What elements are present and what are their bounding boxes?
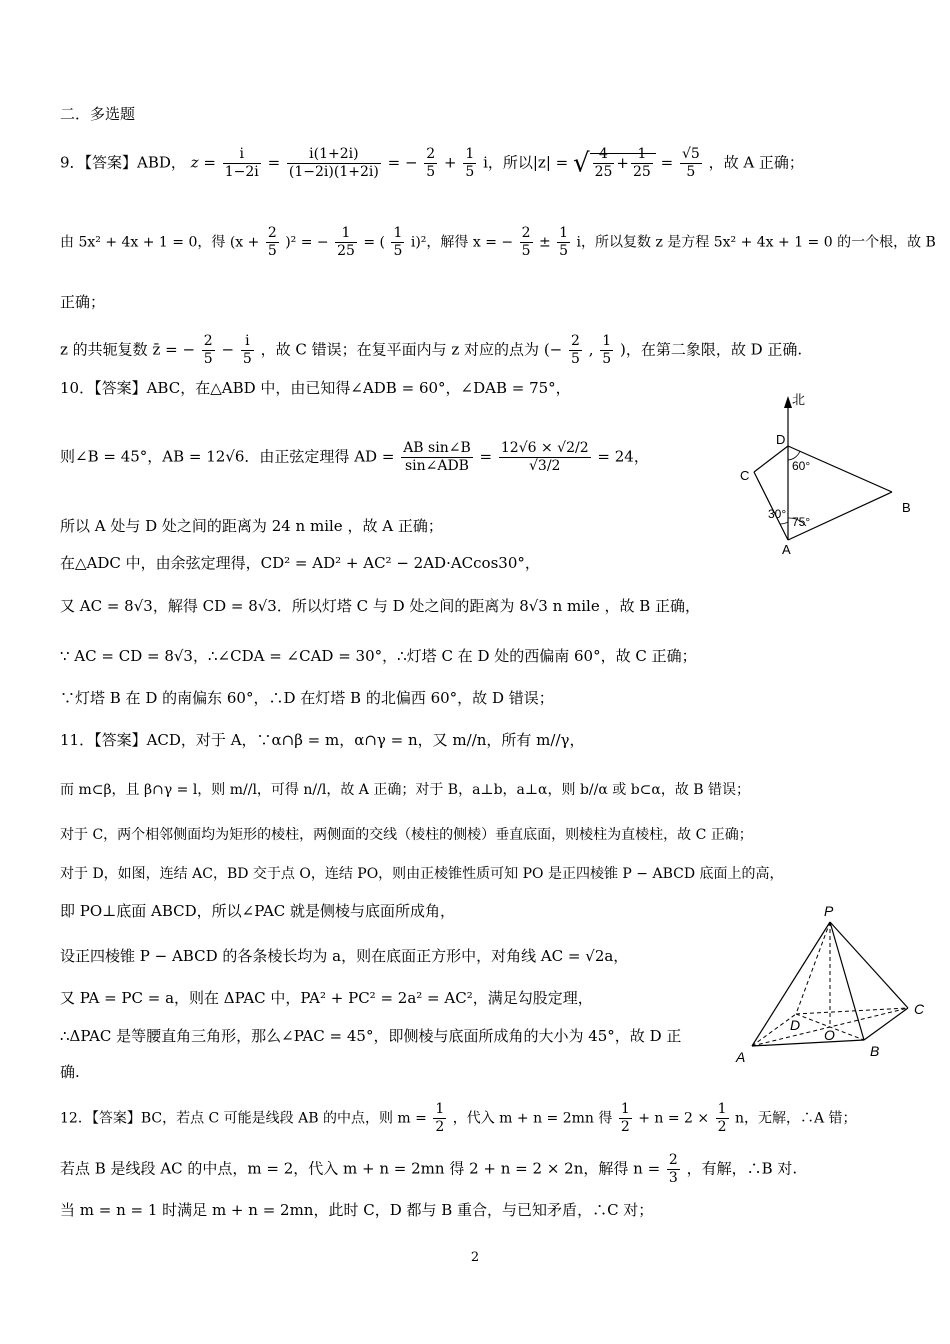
bearing-diagram — [730, 388, 930, 558]
q9-line-2: 由 5x² + 4x + 1 = 0，得 (x + $\frac{2}{5}$ )² = − $\frac{1}{25}$ = ( $\frac{1}{5}$ i)²，解得 x = − $\frac{2}{5}$ ± $\frac{1}{5}$ i，所以复数 z 是方程 5x² + 4x + 1 = 0 的一个根，故 B — [60, 225, 936, 259]
q10-line-4: 在△ADC 中，由余弦定理得，CD² = AD² + AC² − 2AD·ACcos30°， — [60, 554, 540, 572]
north-label: 北 — [792, 392, 806, 407]
page-number: 2 — [470, 1250, 480, 1265]
point-C: C — [914, 1001, 925, 1017]
q10-line-3: 所以 A 处与 D 处之间的距离为 24 n mile ，故 A 正确； — [60, 517, 443, 535]
angle-75: 75° — [792, 515, 811, 529]
north-arrow-icon — [784, 396, 792, 408]
q11-line-2: 而 m⊂β，且 β∩γ = l，则 m//l，可得 n//l，故 A 正确；对于 B，a⊥b，a⊥α，则 b//α 或 b⊂α，故 B 错误； — [60, 782, 751, 798]
point-D: D — [776, 432, 786, 447]
q11-line-6: 设正四棱锥 P − ABCD 的各条棱长均为 a，则在底面正方形中，对角线 AC = √2a， — [60, 947, 629, 965]
q12-line-3: 当 m = n = 1 时满足 m + n = 2mn，此时 C，D 都与 B 重合，与已知矛盾，∴C 对； — [60, 1201, 654, 1219]
point-O: O — [824, 1027, 835, 1043]
angle-60: 60° — [792, 459, 811, 473]
point-D: D — [790, 1017, 801, 1033]
q10-line-5: 又 AC = 8√3，解得 CD = 8√3．所以灯塔 C 与 D 处之间的距离为 8√3 n mile ，故 B 正确， — [60, 597, 701, 615]
q12-line-1: 12．【答案】BC，若点 C 可能是线段 AB 的中点，则 m = $\frac{1}{2}$ ，代入 m + n = 2mn 得 $\frac{1}{2}$ + n = 2 × $\frac{1}{2}$ n，无解，∴A 错； — [60, 1101, 857, 1135]
q10-line-7: ∵灯塔 B 在 D 的南偏东 60°，∴D 在灯塔 B 的北偏西 60°，故 D 错误； — [60, 689, 554, 707]
point-A: A — [782, 542, 791, 557]
segment-DC — [754, 446, 788, 472]
section-title: 二．多选题 — [60, 105, 136, 123]
angle-30: 30° — [768, 507, 787, 521]
q10-line-2: 则∠B = 45°，AB = 12√6．由正弦定理得 AD = $\frac{\text{AB sin∠B}}{\text{sin∠ADB}}$ = $\frac{12√6 \times √2/2}{√3/2}$ = 24， — [60, 440, 649, 474]
point-B: B — [902, 500, 911, 515]
q10-line-1: 10．【答案】ABC，在△ABD 中，由已知得∠ADB = 60°，∠DAB = 75°， — [60, 379, 571, 397]
q11-line-9: 确. — [60, 1063, 80, 1081]
q11-line-1: 11．【答案】ACD，对于 A，∵α∩β = m，α∩γ = n，又 m//n，所有 m//γ， — [60, 731, 585, 749]
q11-line-7: 又 PA = PC = a，则在 ΔPAC 中，PA² + PC² = 2a² = AC²，满足勾股定理， — [60, 989, 593, 1007]
point-A: A — [736, 1049, 746, 1065]
q10-line-6: ∵ AC = CD = 8√3，∴∠CDA = ∠CAD = 30°，∴灯塔 C 在 D 处的西偏南 60°，故 C 正确； — [60, 647, 697, 665]
point-P: P — [824, 903, 834, 919]
q11-line-5: 即 PO⊥底面 ABCD，所以∠PAC 就是侧棱与底面所成角， — [60, 902, 456, 920]
point-B: B — [870, 1043, 880, 1059]
q9-line-3: 正确； — [60, 293, 106, 311]
segment-CA — [754, 472, 788, 540]
pyramid-diagram — [728, 900, 938, 1070]
q9-line-1: 9．【答案】ABD， z = $\frac{i}{1-2i}$ = $\frac{i(1+2i)}{(1-2i)(1+2i)}$ = − $\frac{2}{5}$ + $\frac{1}{5}$ i，所以|z| = √ $\frac{4}{25}$ + $\frac{1}{25}$ = $\frac{√5}{5}$ ，故 A 正确； — [60, 146, 804, 180]
q12-line-2: 若点 B 是线段 AC 的中点，m = 2，代入 m + n = 2mn 得 2 + n = 2 × 2n，解得 n = $\frac{2}{3}$ ，有解，∴B 对. — [60, 1152, 798, 1186]
point-C: C — [740, 468, 750, 483]
q11-line-8: ∴ΔPAC 是等腰直角三角形，那么∠PAC = 45°，即侧棱与底面所成角的大小为 45°，故 D 正 — [60, 1027, 682, 1045]
q9-line-4: z 的共轭复数 z̄ = − $\frac{2}{5}$ − $\frac{i}{5}$ ，故 C 错误；在复平面内与 z 对应的点为 (− $\frac{2}{5}$ , $\frac{1}{5}$ )，在第二象限，故 D 正确. — [60, 333, 803, 367]
q11-line-3: 对于 C，两个相邻侧面均为矩形的棱柱，两侧面的交线（棱柱的侧棱）垂直底面，则棱柱为直棱柱，故 C 正确； — [60, 827, 753, 843]
q11-line-4: 对于 D，如图，连结 AC，BD 交于点 O，连结 PO，则由正棱锥性质可知 PO 是正四棱锥 P − ABCD 底面上的高， — [60, 866, 784, 882]
